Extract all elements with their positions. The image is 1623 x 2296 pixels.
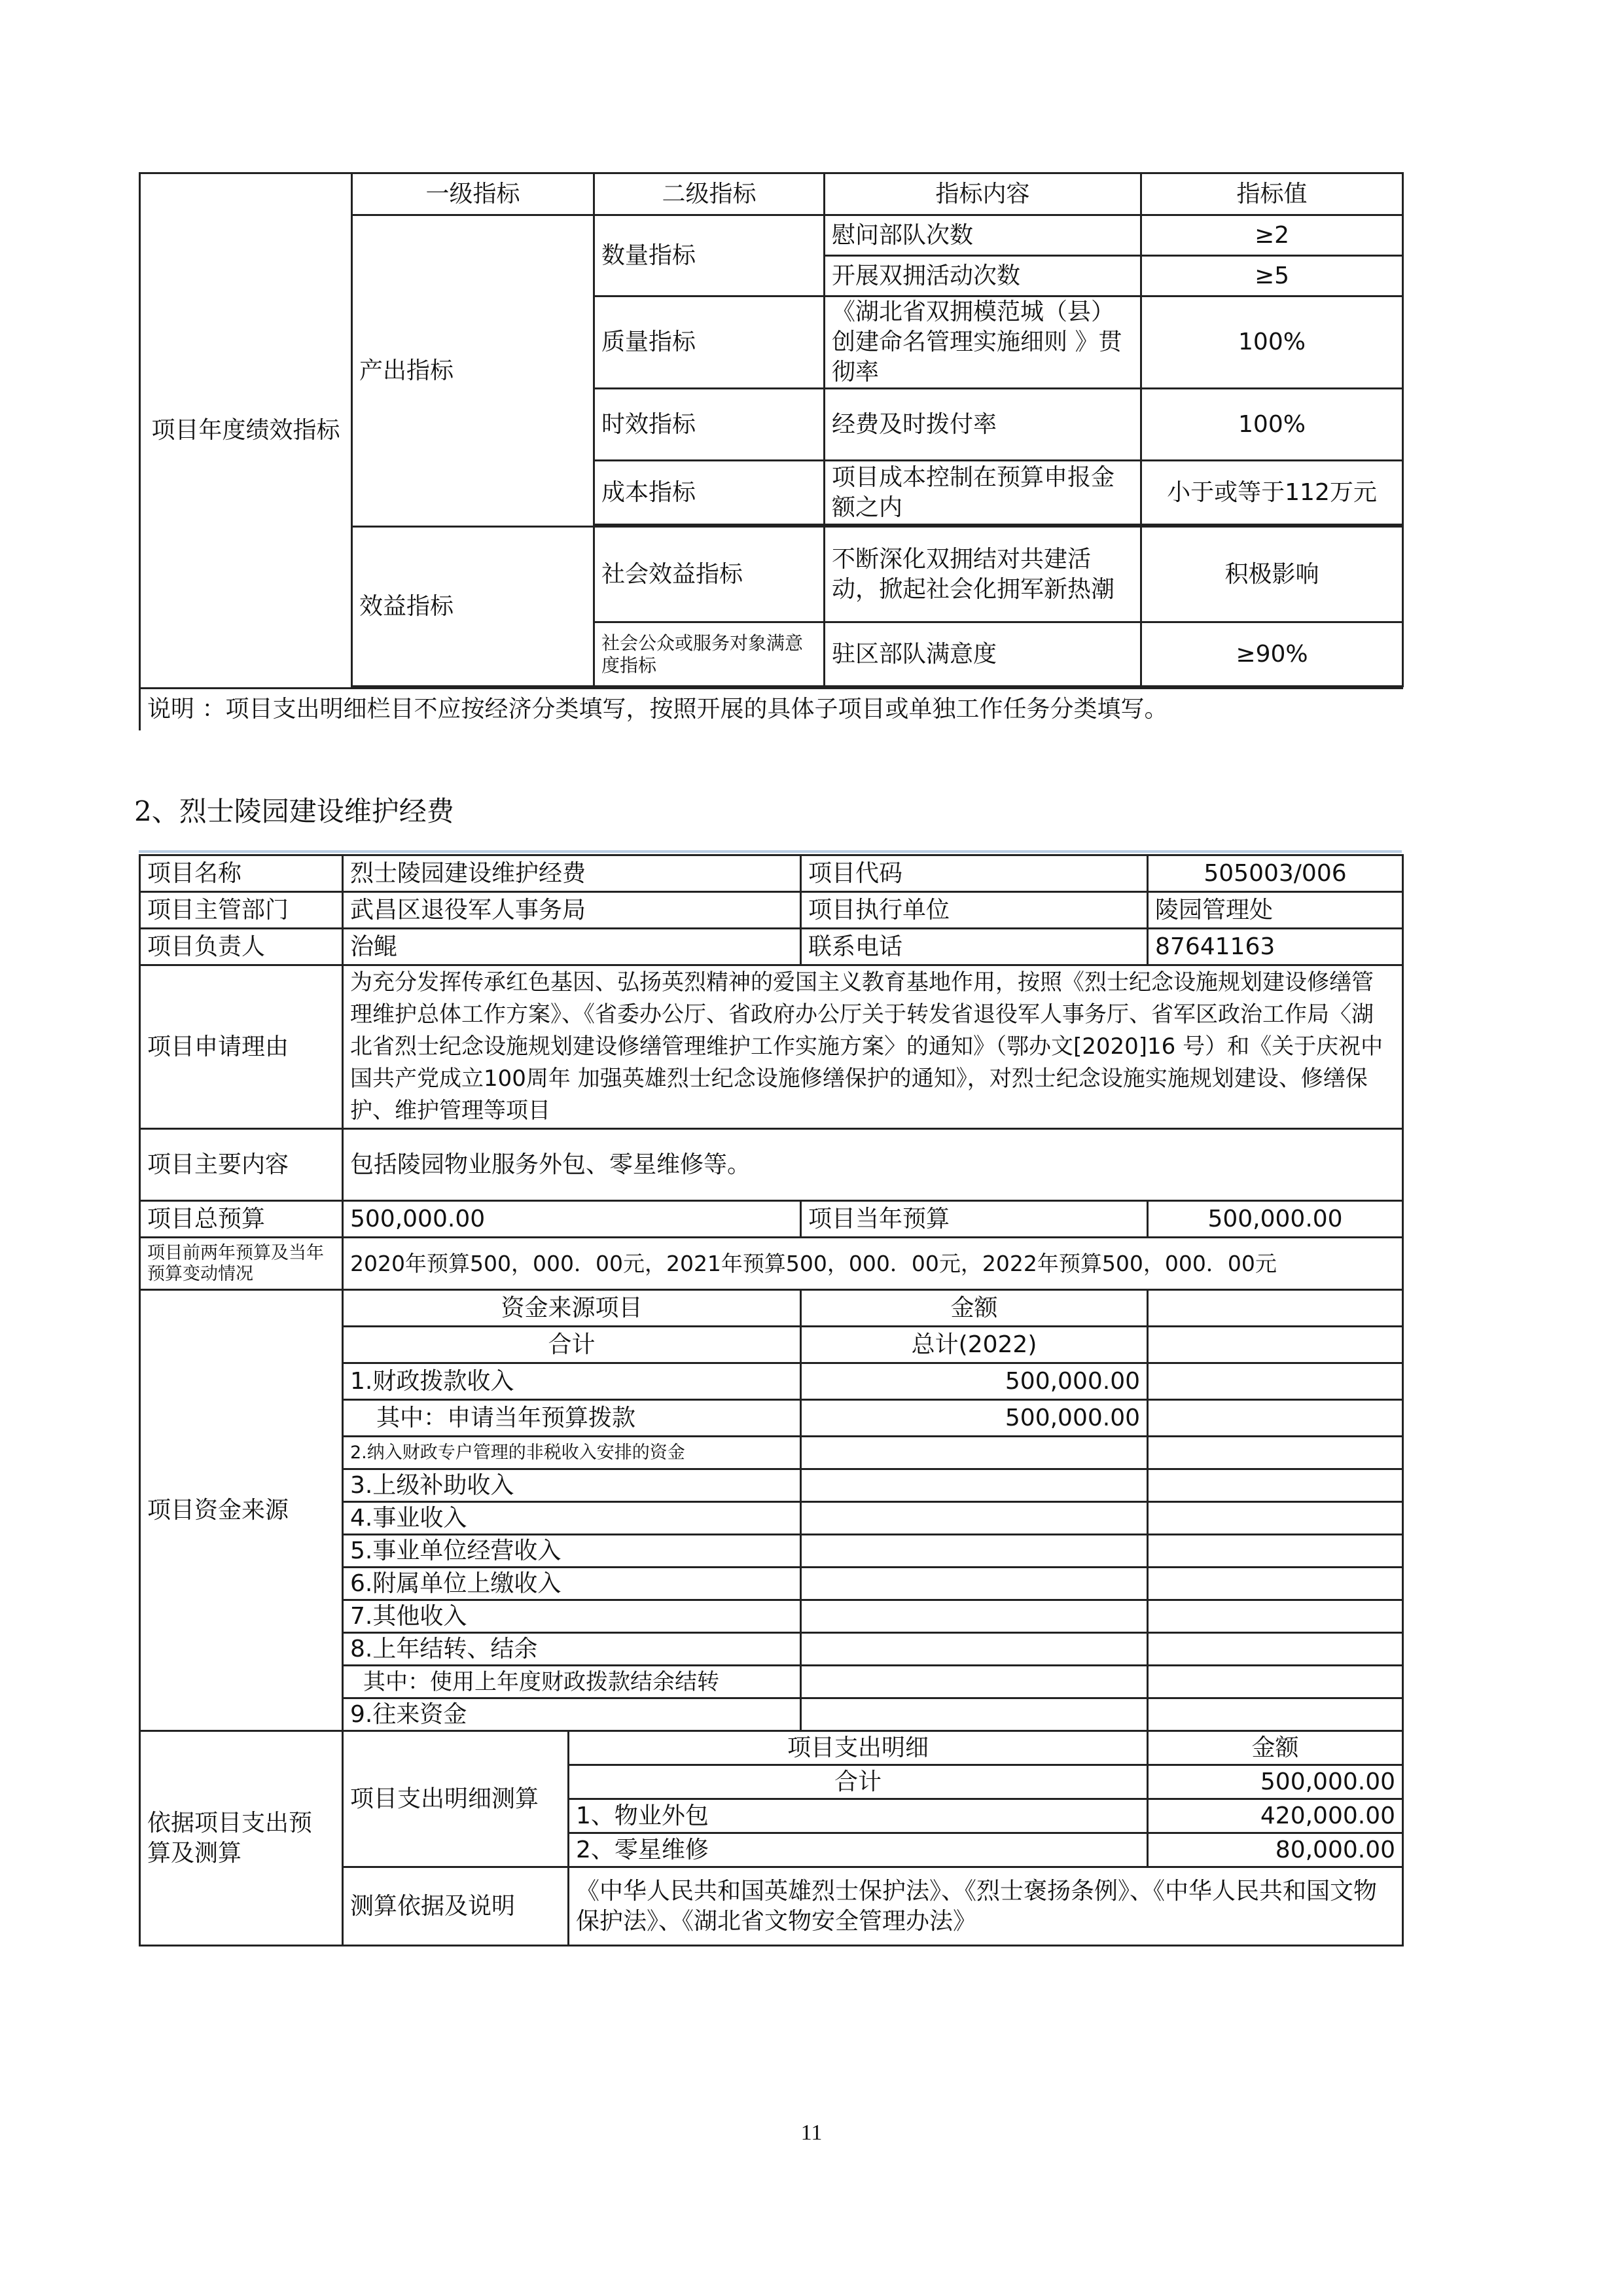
exec-value: 陵园管理处 bbox=[1148, 892, 1403, 929]
funding-row-label: 1.财政拨款收入 bbox=[343, 1363, 801, 1400]
funding-empty-cell bbox=[1148, 1535, 1403, 1568]
content-label: 项目主要内容 bbox=[140, 1129, 343, 1201]
funding-row-amount bbox=[801, 1698, 1148, 1731]
funding-row-amount bbox=[801, 1437, 1148, 1469]
output-indicator-label: 产出指标 bbox=[352, 215, 594, 527]
detail-row-label: 2、零星维修 bbox=[569, 1833, 1148, 1867]
year-budget-label: 项目当年预算 bbox=[801, 1201, 1148, 1238]
detail-header-item: 项目支出明细 bbox=[569, 1731, 1148, 1765]
quality-indicator-label: 质量指标 bbox=[594, 296, 825, 389]
funding-row-amount bbox=[801, 1502, 1148, 1535]
indicator-content: 《湖北省双拥模范城（县）创建命名管理实施细则 》贯彻率 bbox=[825, 296, 1141, 389]
project-name-value: 烈士陵园建设维护经费 bbox=[343, 855, 801, 892]
section-title: 2、烈士陵园建设维护经费 bbox=[134, 795, 454, 827]
indicator-value: 100% bbox=[1141, 389, 1403, 461]
calc-value: 《中华人民共和国英雄烈士保护法》、《烈士褒扬条例》、《中华人民共和国文物保护法》、《湖北省文物安全管理办法》 bbox=[569, 1867, 1403, 1946]
funding-label: 项目资金来源 bbox=[140, 1290, 343, 1731]
detail-label: 项目支出明细测算 bbox=[343, 1731, 569, 1867]
funding-row-label: 3.上级补助收入 bbox=[343, 1469, 801, 1502]
funding-empty-cell bbox=[1148, 1568, 1403, 1600]
indicator-value: 100% bbox=[1141, 296, 1403, 389]
page-number: 11 bbox=[800, 2121, 823, 2145]
funding-header-source: 资金来源项目 bbox=[343, 1290, 801, 1327]
indicator-content: 慰问部队次数 bbox=[825, 215, 1141, 256]
header-content: 指标内容 bbox=[825, 173, 1141, 215]
funding-row-amount bbox=[801, 1535, 1148, 1568]
funding-row-label: 6.附属单位上缴收入 bbox=[343, 1568, 801, 1600]
prev-budget-label: 项目前两年预算及当年预算变动情况 bbox=[140, 1238, 343, 1290]
indicator-content: 项目成本控制在预算申报金额之内 bbox=[825, 461, 1141, 525]
indicator-content: 不断深化双拥结对共建活动，掀起社会化拥军新热潮 bbox=[825, 527, 1141, 622]
funding-empty-cell bbox=[1148, 1469, 1403, 1502]
funding-row-label: 5.事业单位经营收入 bbox=[343, 1535, 801, 1568]
detail-total-amount: 500,000.00 bbox=[1148, 1765, 1403, 1799]
social-benefit-label: 社会效益指标 bbox=[594, 527, 825, 622]
indicator-content: 开展双拥活动次数 bbox=[825, 256, 1141, 296]
note-text: 说明 ：项目支出明细栏目不应按经济分类填写，按照开展的具体子项目或单独工作任务分类填写。 bbox=[140, 689, 1403, 730]
phone-label: 联系电话 bbox=[801, 929, 1148, 965]
timeliness-indicator-label: 时效指标 bbox=[594, 389, 825, 461]
funding-row-label: 其中：使用上年度财政拨款结余结转 bbox=[343, 1666, 801, 1698]
benefit-indicator-label: 效益指标 bbox=[352, 527, 594, 687]
indicator-value: 积极影响 bbox=[1141, 527, 1403, 622]
indicator-value: ≥2 bbox=[1141, 215, 1403, 256]
detail-header-amount: 金额 bbox=[1148, 1731, 1403, 1765]
funding-row-amount: 500,000.00 bbox=[801, 1363, 1148, 1400]
funding-row-amount bbox=[801, 1469, 1148, 1502]
phone-value: 87641163 bbox=[1148, 929, 1403, 965]
exec-label: 项目执行单位 bbox=[801, 892, 1148, 929]
funding-empty-cell bbox=[1148, 1600, 1403, 1633]
basis-label: 依据项目支出预算及测算 bbox=[140, 1731, 343, 1946]
funding-total-amount: 总计(2022) bbox=[801, 1327, 1148, 1363]
funding-empty-cell bbox=[1148, 1698, 1403, 1731]
quantity-indicator-label: 数量指标 bbox=[594, 215, 825, 296]
funding-row-label: 其中：申请当年预算拨款 bbox=[343, 1400, 801, 1437]
performance-indicator-table bbox=[139, 172, 1404, 730]
funding-row-amount bbox=[801, 1568, 1148, 1600]
dept-label: 项目主管部门 bbox=[140, 892, 343, 929]
reason-label: 项目申请理由 bbox=[140, 965, 343, 1129]
funding-row-amount bbox=[801, 1666, 1148, 1698]
funding-row-label: 9.往来资金 bbox=[343, 1698, 801, 1731]
owner-value: 治鲲 bbox=[343, 929, 801, 965]
prev-budget-value: 2020年预算500，000．00元，2021年预算500，000．00元，2022年预算500，000．00元 bbox=[343, 1238, 1403, 1290]
detail-row-label: 1、物业外包 bbox=[569, 1799, 1148, 1833]
funding-empty-cell bbox=[1148, 1502, 1403, 1535]
detail-row-amount: 80,000.00 bbox=[1148, 1833, 1403, 1867]
indicator-value: ≥5 bbox=[1141, 256, 1403, 296]
cost-indicator-label: 成本指标 bbox=[594, 461, 825, 525]
calc-label: 测算依据及说明 bbox=[343, 1867, 569, 1946]
indicator-value: 小于或等于112万元 bbox=[1141, 461, 1403, 525]
project-code-label: 项目代码 bbox=[801, 855, 1148, 892]
funding-empty-cell bbox=[1148, 1363, 1403, 1400]
funding-row-label: 4.事业收入 bbox=[343, 1502, 801, 1535]
total-budget-label: 项目总预算 bbox=[140, 1201, 343, 1238]
total-budget-value: 500,000.00 bbox=[343, 1201, 801, 1238]
funding-row-amount bbox=[801, 1633, 1148, 1666]
funding-empty-cell bbox=[1148, 1633, 1403, 1666]
funding-empty-cell bbox=[1148, 1437, 1403, 1469]
detail-row-amount: 420,000.00 bbox=[1148, 1799, 1403, 1833]
detail-total-label: 合计 bbox=[569, 1765, 1148, 1799]
project-table bbox=[139, 854, 1404, 1946]
indicator-content: 驻区部队满意度 bbox=[825, 622, 1141, 687]
funding-empty-cell bbox=[1148, 1327, 1403, 1363]
funding-row-amount: 500,000.00 bbox=[801, 1400, 1148, 1437]
project-name-label: 项目名称 bbox=[140, 855, 343, 892]
funding-total-label: 合计 bbox=[343, 1327, 801, 1363]
funding-header-amount: 金额 bbox=[801, 1290, 1148, 1327]
satisfaction-label: 社会公众或服务对象满意度指标 bbox=[594, 622, 825, 687]
performance-row-label: 项目年度绩效指标 bbox=[140, 173, 352, 689]
funding-empty-cell bbox=[1148, 1666, 1403, 1698]
table-top-border bbox=[139, 850, 1402, 853]
year-budget-value: 500,000.00 bbox=[1148, 1201, 1403, 1238]
header-level2: 二级指标 bbox=[594, 173, 825, 215]
content-value: 包括陵园物业服务外包、零星维修等。 bbox=[343, 1129, 1403, 1201]
funding-empty-cell bbox=[1148, 1400, 1403, 1437]
reason-value: 为充分发挥传承红色基因、弘扬英烈精神的爱国主义教育基地作用，按照《烈士纪念设施规划建设修缮管理维护总体工作方案》、《省委办公厅、省政府办公厅关于转发省退役军人事务厅、省军区政治工作局〈湖北省烈士纪念设施规划建设修缮管理维护工作实施方案〉的通知》（鄂办文[2020]16 号）和《关于庆祝中国共产党成立100周年 加强英雄烈士纪念设施修缮保护的通知》，对烈士纪念设施实施规划建设、修缮保护、维护管理等项目 bbox=[343, 965, 1403, 1129]
owner-label: 项目负责人 bbox=[140, 929, 343, 965]
funding-row-label: 2.纳入财政专户管理的非税收入安排的资金 bbox=[343, 1437, 801, 1469]
header-level1: 一级指标 bbox=[352, 173, 594, 215]
funding-empty-cell bbox=[1148, 1290, 1403, 1327]
funding-row-label: 8.上年结转、结余 bbox=[343, 1633, 801, 1666]
indicator-content: 经费及时拨付率 bbox=[825, 389, 1141, 461]
header-value: 指标值 bbox=[1141, 173, 1403, 215]
funding-row-label: 7.其他收入 bbox=[343, 1600, 801, 1633]
dept-value: 武昌区退役军人事务局 bbox=[343, 892, 801, 929]
project-code-value: 505003/006 bbox=[1148, 855, 1403, 892]
indicator-value: ≥90% bbox=[1141, 622, 1403, 687]
funding-row-amount bbox=[801, 1600, 1148, 1633]
